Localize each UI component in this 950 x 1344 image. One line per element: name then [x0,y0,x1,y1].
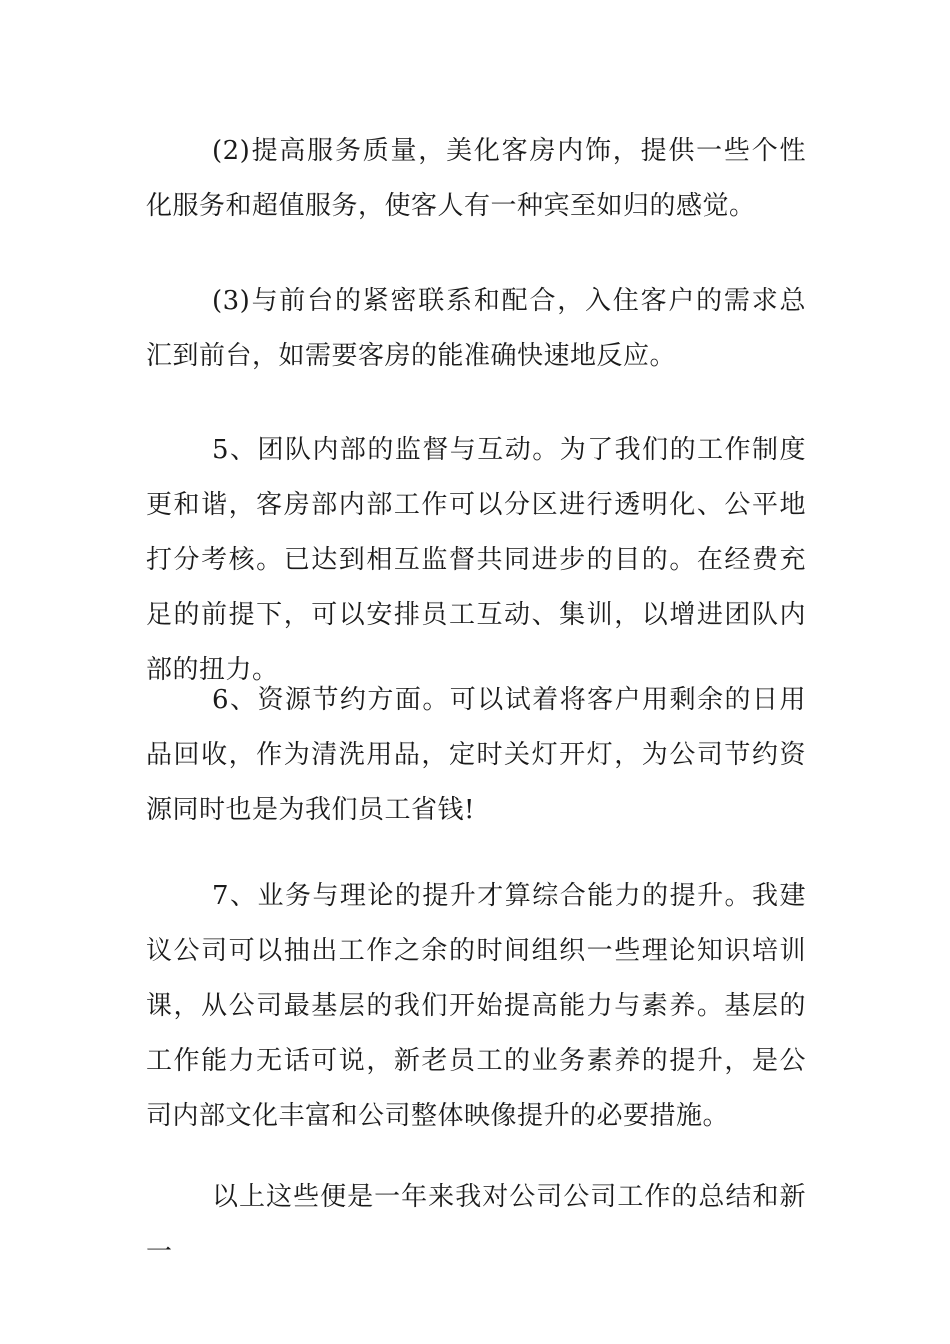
paragraph-front-desk: (3)与前台的紧密联系和配合，入住客户的需求总汇到前台，如需要客房的能准确快速地反应。 [146,286,806,371]
paragraph-resource-saving: 6、资源节约方面。可以试着将客户用剩余的日用品回收，作为清洗用品，定时关灯开灯，为公司节约资源同时也是为我们员工省钱! [146,685,806,825]
paragraph-training: 7、业务与理论的提升才算综合能力的提升。我建议公司可以抽出工作之余的时间组织一些理论知识培训课，从公司最基层的我们开始提高能力与素养。基层的工作能力无话可说，新老员工的业务素养的提升，是公司内部文化丰富和公司整体映像提升的必要措施。 [146,881,806,1131]
paragraph-team-supervision: 5、团队内部的监督与互动。为了我们的工作制度更和谐，客房部内部工作可以分区进行透明化、公平地打分考核。已达到相互监督共同进步的目的。在经费充足的前提下，可以安排员工互动、集训，以增进团队内部的扭力。 [146,435,806,685]
paragraph-service-quality: (2)提高服务质量，美化客房内饰，提供一些个性化服务和超值服务，使客人有一种宾至如归的感觉。 [146,136,806,221]
paragraph-conclusion: 以上这些便是一年来我对公司公司工作的总结和新一 [146,1182,806,1267]
